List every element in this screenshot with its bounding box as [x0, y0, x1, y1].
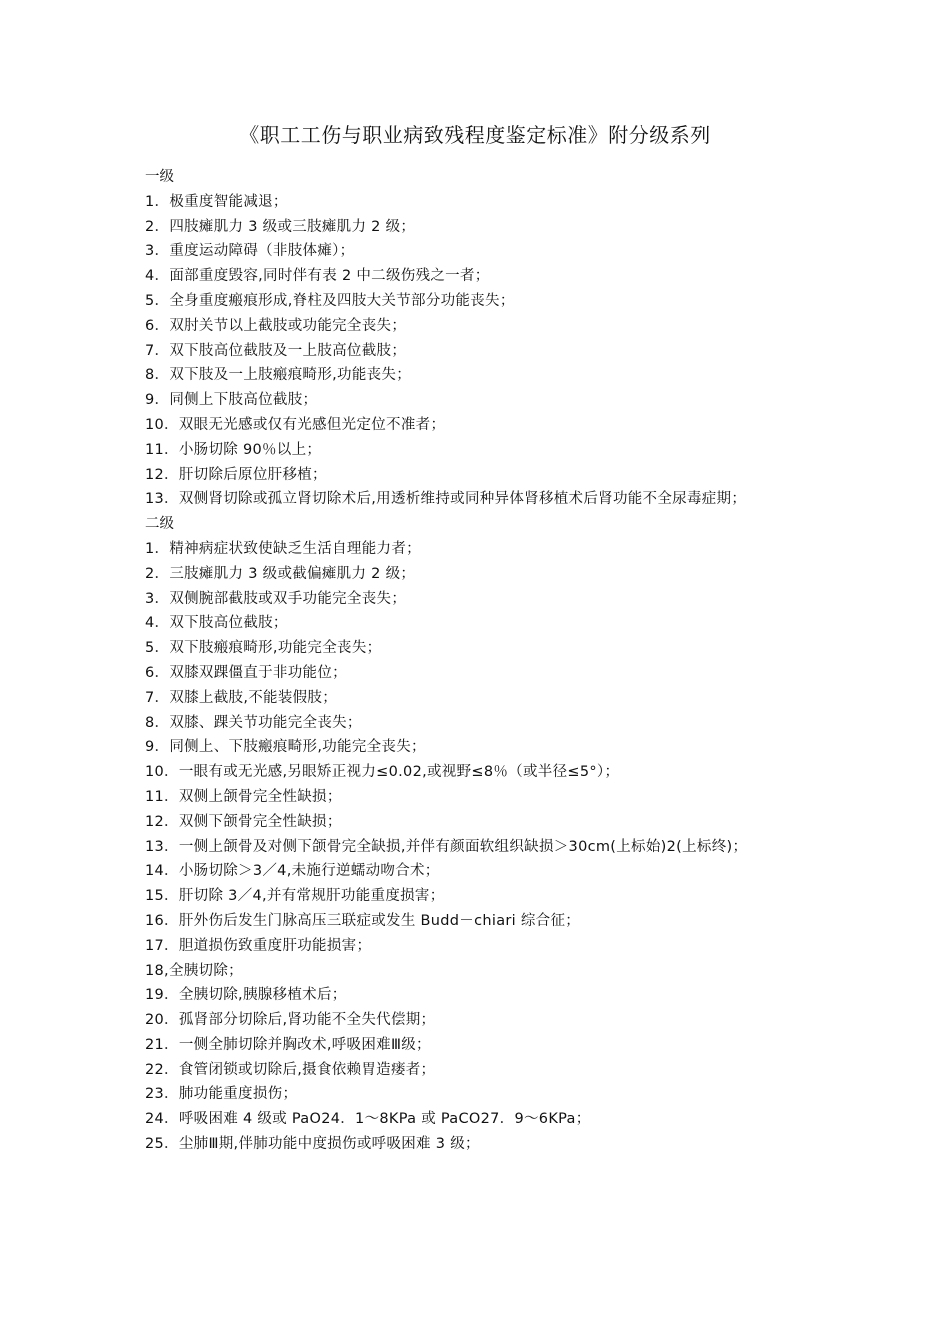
list-item: 4．面部重度毁容,同时伴有表 2 中二级伤残之一者；	[145, 268, 490, 285]
list-item: 2．三肢瘫肌力 3 级或截偏瘫肌力 2 级；	[145, 565, 416, 582]
section-heading-level-1: 一级	[145, 169, 174, 185]
list-item: 9．同侧上下肢高位截肢；	[145, 392, 318, 409]
list-item: 9．同侧上、下肢瘢痕畸形,功能完全丧失；	[145, 739, 426, 756]
list-item: 14．小肠切除＞3／4,未施行逆蠕动吻合术；	[145, 863, 440, 880]
list-item: 8．双下肢及一上肢瘢痕畸形,功能丧失；	[145, 367, 412, 384]
list-item: 12．双侧下颌骨完全性缺损；	[145, 813, 342, 830]
document-title: 《职工工伤与职业病致残程度鉴定标准》附分级系列	[239, 123, 711, 147]
document-body	[145, 165, 815, 1157]
list-item: 11．小肠切除 90％以上；	[145, 441, 322, 458]
list-item: 5．双下肢瘢痕畸形,功能完全丧失；	[145, 640, 382, 657]
list-item: 11．双侧上颌骨完全性缺损；	[145, 788, 342, 805]
list-item: 5．全身重度瘢痕形成,脊柱及四肢大关节部分功能丧失；	[145, 292, 515, 309]
list-item: 25．尘肺Ⅲ期,伴肺功能中度损伤或呼吸困难 3 级；	[145, 1136, 480, 1153]
list-item: 7．双下肢高位截肢及一上肢高位截肢；	[145, 342, 407, 359]
list-item: 13．双侧肾切除或孤立肾切除术后,用透析维持或同种异体肾移植术后肾功能不全尿毒症期；	[145, 491, 747, 508]
list-item: 17．胆道损伤致重度肝功能损害；	[145, 937, 372, 954]
list-item: 21．一侧全肺切除并胸改术,呼吸困难Ⅲ级；	[145, 1036, 431, 1053]
list-item: 3．双侧腕部截肢或双手功能完全丧失；	[145, 590, 407, 607]
list-item: 8．双膝、踝关节功能完全丧失；	[145, 714, 362, 731]
list-item: 19．全胰切除,胰腺移植术后；	[145, 987, 347, 1004]
list-item: 2．四肢瘫肌力 3 级或三肢瘫肌力 2 级；	[145, 218, 416, 235]
list-item: 7．双膝上截肢,不能装假肢；	[145, 689, 338, 706]
list-item: 4．双下肢高位截肢；	[145, 615, 288, 632]
list-item: 20．孤肾部分切除后,肾功能不全失代偿期；	[145, 1012, 436, 1029]
list-item: 10．一眼有或无光感,另眼矫正视力≤0.02,或视野≤8％（或半径≤5°）；	[145, 764, 620, 781]
list-item: 1．极重度智能减退；	[145, 193, 288, 210]
list-item: 22．食管闭锁或切除后,摄食依赖胃造瘘者；	[145, 1061, 436, 1078]
list-item: 6．双肘关节以上截肢或功能完全丧失；	[145, 317, 407, 334]
list-item: 13．一侧上颌骨及对侧下颌骨完全缺损,并伴有颜面软组织缺损＞30cm(上标始)2(上标终)；	[145, 838, 748, 855]
list-item: 16．肝外伤后发生门脉高压三联症或发生 Budd－chiari 综合征；	[145, 912, 581, 929]
list-item: 1．精神病症状致使缺乏生活自理能力者；	[145, 540, 421, 557]
list-item: 3．重度运动障碍（非肢体瘫）；	[145, 243, 355, 260]
list-item: 6．双膝双踝僵直于非功能位；	[145, 664, 347, 681]
section-heading-level-2: 二级	[145, 516, 174, 533]
list-item: 12．肝切除后原位肝移植；	[145, 466, 327, 483]
list-item: 18,全胰切除；	[145, 962, 243, 979]
list-item: 24．呼吸困难 4 级或 PaO24．1～8KPa 或 PaCO27．9～6KPa；	[145, 1111, 591, 1128]
list-item: 15．肝切除 3／4,并有常规肝功能重度损害；	[145, 888, 445, 905]
list-item: 10．双眼无光感或仅有光感但光定位不准者；	[145, 416, 446, 433]
list-item: 23．肺功能重度损伤；	[145, 1086, 298, 1103]
